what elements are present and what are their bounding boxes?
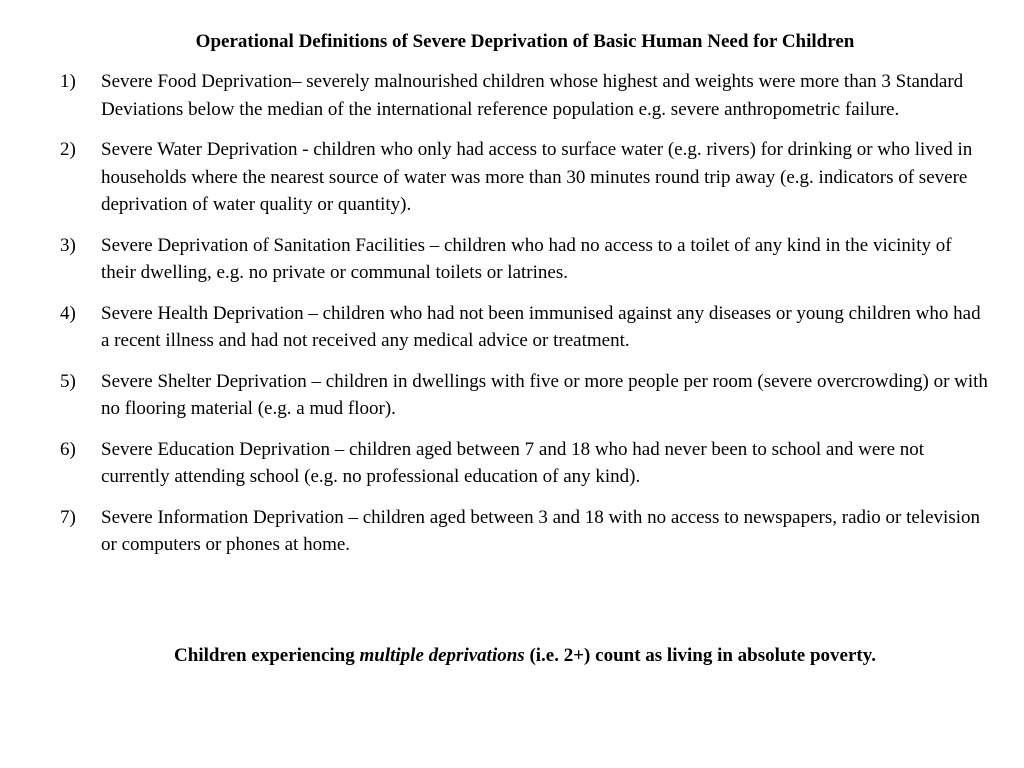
definition-number: 2) <box>60 139 76 160</box>
definition-item-3 <box>60 232 990 287</box>
definition-text: Severe Education Deprivation – children aged between 7 and 18 who had never been to school and were not currently attending school (e.g. no professional education of any kind). <box>101 438 925 487</box>
slide-title: Operational Definitions of Severe Deprivation of Basic Human Need for Children <box>195 31 855 52</box>
definition-item-2 <box>60 136 990 219</box>
definition-text: Severe Shelter Deprivation – children in dwellings with five or more people per room (severe overcrowding) or with no flooring material (e.g. a mud floor). <box>101 370 988 419</box>
definition-text: Severe Deprivation of Sanitation Facilities – children who had no access to a toilet of any kind in the vicinity of their dwelling, e.g. no private or communal toilets or latrines. <box>101 234 952 283</box>
definitions-list <box>60 68 990 572</box>
conclusion-text-after: (i.e. 2+) count as living in absolute poverty. <box>524 645 876 666</box>
definition-text: Severe Health Deprivation – children who had not been immunised against any diseases or young children who had a recent illness and had not received any medical advice or treatment. <box>101 302 981 351</box>
conclusion-emphasis: multiple deprivations <box>359 645 525 666</box>
definition-number: 3) <box>60 234 76 256</box>
definition-number: 7) <box>60 506 76 528</box>
definition-number: 1) <box>60 71 76 92</box>
definition-text: Severe Food Deprivation– severely malnourished children whose highest and weights were more than 3 Standard Deviations below the median of the international reference population e.g. severe anthropometric failure. <box>101 71 964 120</box>
definition-item-4 <box>60 300 990 355</box>
definition-item-6 <box>60 436 990 491</box>
definition-number: 6) <box>60 438 76 460</box>
definition-text: Severe Water Deprivation - children who only had access to surface water (e.g. rivers) for drinking or who lived in households where the nearest source of water was more than 30 minutes round trip away (e.g. indicators of severe deprivation of water quality or quantity). <box>101 139 973 215</box>
conclusion-text-before: Children experiencing <box>174 645 360 666</box>
definition-number: 4) <box>60 302 76 324</box>
definition-item-5 <box>60 368 990 423</box>
conclusion-statement <box>0 643 1024 669</box>
definition-item-7 <box>60 504 990 559</box>
definition-number: 5) <box>60 370 76 392</box>
definition-item-1 <box>60 68 990 123</box>
definition-text: Severe Information Deprivation – children aged between 3 and 18 with no access to newspapers, radio or television or computers or phones at home. <box>101 506 981 555</box>
